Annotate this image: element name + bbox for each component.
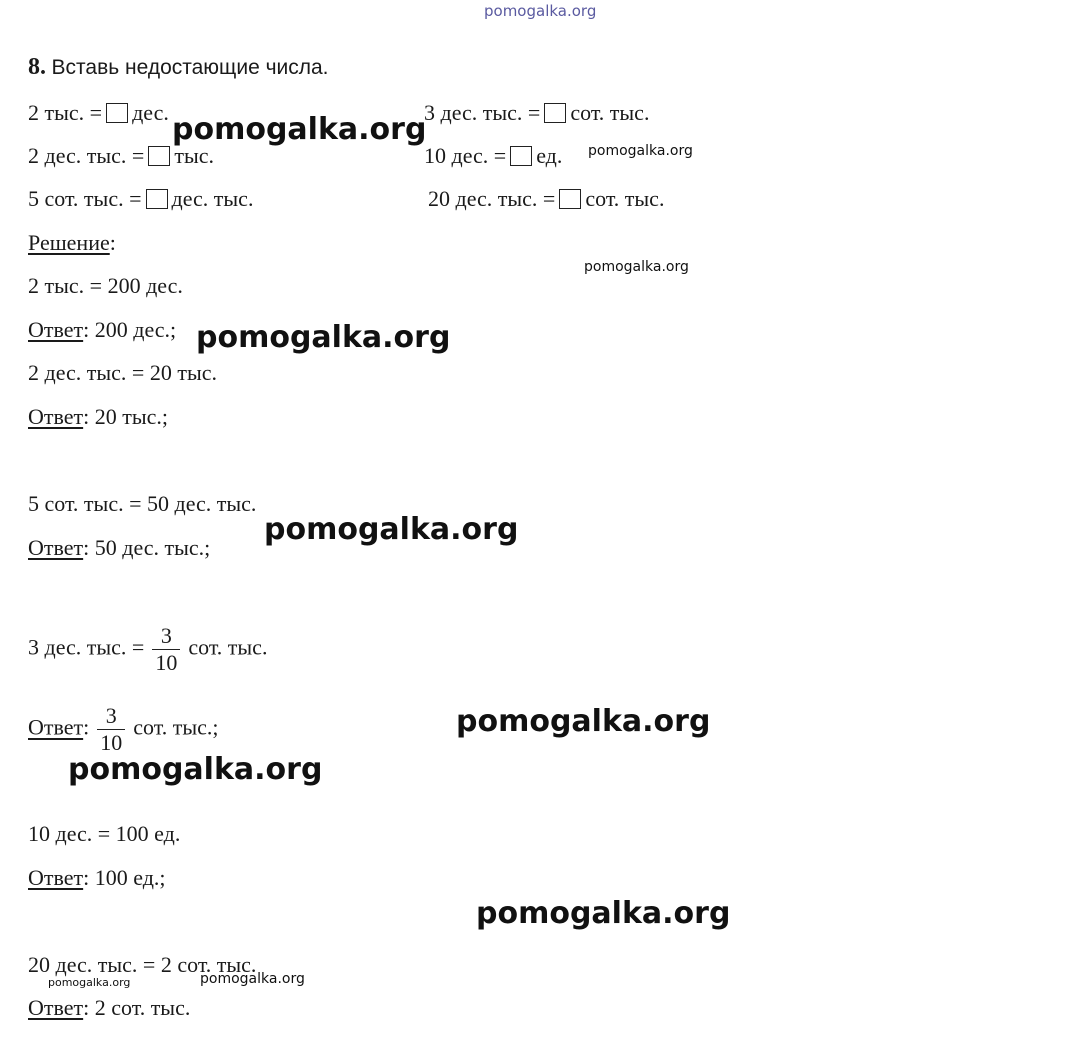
answer-value: сот. тыс.;: [133, 714, 219, 740]
watermark: pomogalka.org: [456, 704, 711, 739]
answer-label: Ответ: [28, 865, 84, 890]
watermark: pomogalka.org: [172, 112, 427, 147]
problem-row: [424, 143, 562, 169]
problem-right: тыс.: [174, 143, 215, 168]
watermark: pomogalka.org: [196, 320, 451, 355]
problem-row: [428, 186, 664, 212]
problem-left: 5 сот. тыс. =: [28, 186, 142, 211]
answer-line: Ответ: $\frac{3}{10}$ сот. тыс.;: [28, 703, 219, 755]
problem-right: ед.: [536, 143, 563, 168]
solution-equation: [28, 623, 267, 676]
problem-left: 2 дес. тыс. =: [28, 143, 145, 168]
watermark: pomogalka.org: [68, 752, 323, 787]
answer-label: Ответ: [28, 535, 84, 560]
fraction-numerator: 3: [152, 623, 180, 650]
answer-box: [559, 189, 581, 209]
watermark: pomogalka.org: [588, 143, 693, 159]
solution-equation: 2 дес. тыс. = 20 тыс.: [28, 360, 217, 385]
answer-line: [28, 404, 168, 430]
solution-equation: 20 дес. тыс. = 2 сот. тыс.: [28, 952, 257, 977]
watermark: pomogalka.org: [584, 259, 689, 275]
fraction-denominator: 10: [100, 730, 123, 755]
problem-row: [28, 186, 253, 212]
problem-left: 3 дес. тыс. =: [424, 100, 541, 125]
answer-value: : 100 ед.;: [83, 865, 166, 890]
task-heading: [28, 54, 329, 81]
answer-line: [28, 995, 190, 1021]
fraction: [97, 703, 125, 756]
problem-right: дес.: [132, 100, 169, 125]
answer-box: [510, 146, 532, 166]
task-number: 8.: [28, 54, 46, 80]
answer-label: Ответ: [28, 404, 84, 429]
fraction: [152, 623, 180, 676]
fraction-denominator: 10: [155, 650, 178, 675]
answer-line: [28, 535, 210, 561]
problem-row: [28, 100, 169, 126]
problem-right: сот. тыс.: [570, 100, 650, 125]
answer-line: [28, 865, 166, 891]
header-watermark: pomogalka.org: [484, 2, 597, 20]
task-text: Вставь недостающие числа.: [51, 56, 329, 79]
answer-value: : 2 сот. тыс.: [83, 995, 191, 1020]
answer-line: [28, 317, 176, 343]
solution-equation: 5 сот. тыс. = 50 дес. тыс.: [28, 491, 257, 516]
solution-equation: 10 дес. = 100 ед.: [28, 821, 181, 846]
watermark: pomogalka.org: [200, 971, 305, 987]
problem-left: 10 дес. =: [424, 143, 507, 168]
problem-right: дес. тыс.: [171, 186, 254, 211]
problem-left: 2 тыс. =: [28, 100, 103, 125]
answer-box: [544, 103, 566, 123]
answer-label: Ответ: [28, 995, 84, 1020]
equation-left: 3 дес. тыс. =: [28, 634, 145, 660]
answer-value: : 200 дес.;: [83, 317, 177, 342]
answer-box: [148, 146, 170, 166]
equation-right: сот. тыс.: [188, 634, 268, 660]
problem-left: 20 дес. тыс. =: [428, 186, 556, 211]
answer-box: [146, 189, 168, 209]
fraction-numerator: 3: [97, 703, 125, 730]
answer-label: Ответ: [28, 317, 84, 342]
watermark: pomogalka.org: [264, 512, 519, 547]
watermark: pomogalka.org: [48, 976, 131, 989]
problem-row: [424, 100, 649, 126]
answer-value: : 50 дес. тыс.;: [83, 535, 211, 560]
watermark: pomogalka.org: [476, 896, 731, 931]
answer-value: : 20 тыс.;: [83, 404, 169, 429]
problem-right: сот. тыс.: [585, 186, 665, 211]
solution-heading: Решение:: [28, 230, 116, 255]
answer-box: [106, 103, 128, 123]
solution-equation: 2 тыс. = 200 дес.: [28, 273, 183, 298]
answer-label: Ответ: [28, 714, 84, 740]
solution-label: Решение: [28, 230, 110, 255]
